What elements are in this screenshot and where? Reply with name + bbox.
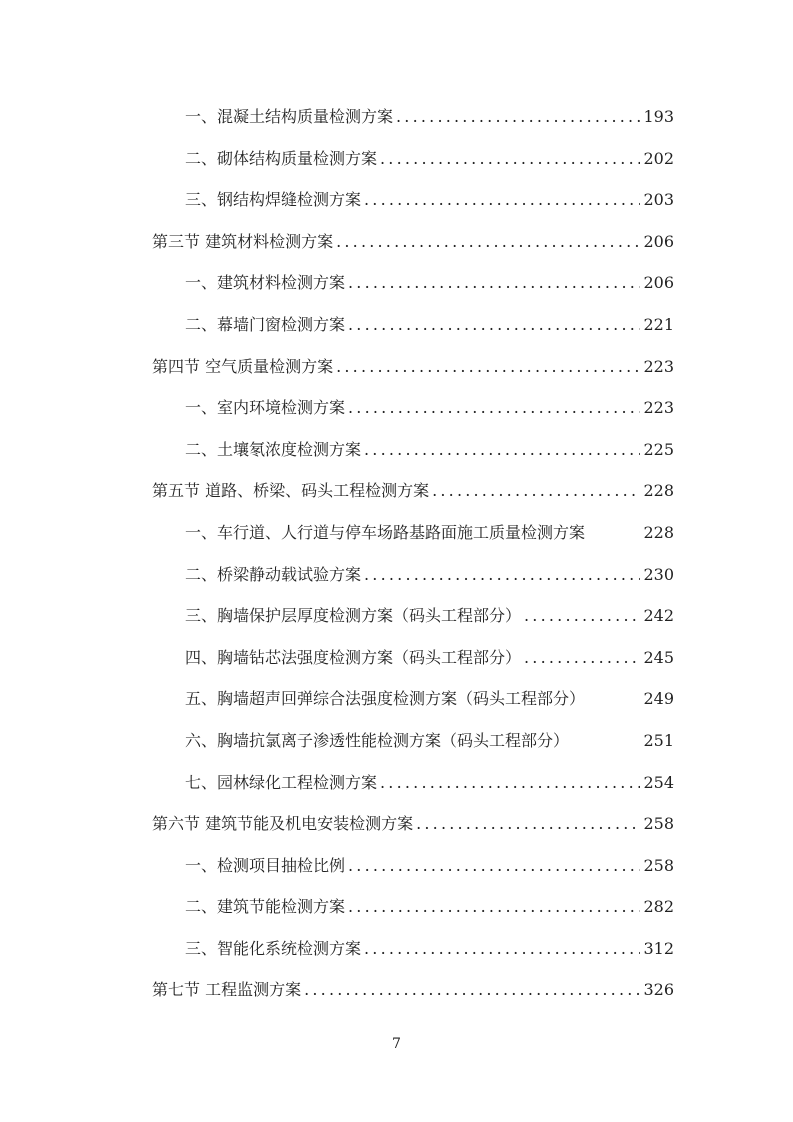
toc-entry-title: 七、园林绿化工程检测方案 — [185, 772, 378, 792]
table-of-contents — [152, 96, 674, 1011]
toc-entry-title: 六、胸墙抗氯离子渗透性能检测方案（码头工程部分） — [185, 730, 570, 750]
toc-entry-title: 二、建筑节能检测方案 — [185, 897, 346, 917]
toc-entry-page: 312 — [643, 938, 674, 958]
toc-subsection-entry[interactable] — [152, 928, 674, 970]
toc-entry-title: 二、桥梁静动载试验方案 — [185, 564, 362, 584]
toc-subsection-entry[interactable] — [152, 678, 674, 720]
toc-entry-title: 一、混凝土结构质量检测方案 — [185, 107, 394, 126]
toc-entry-page: 249 — [643, 689, 674, 709]
toc-entry-title: 一、检测项目抽检比例 — [185, 855, 346, 875]
toc-subsection-entry[interactable] — [152, 304, 674, 346]
dot-leader — [364, 554, 640, 596]
toc-section-entry[interactable] — [152, 969, 674, 1011]
dot-leader — [364, 179, 640, 221]
toc-subsection-entry[interactable] — [152, 262, 674, 304]
toc-entry-title: 第七节 工程监测方案 — [152, 980, 302, 1000]
toc-entry-title: 一、建筑材料检测方案 — [185, 273, 346, 293]
toc-entry-page: 326 — [643, 980, 674, 1000]
page-number: 7 — [392, 1036, 401, 1052]
toc-subsection-entry[interactable] — [152, 387, 674, 429]
toc-entry-title: 二、砌体结构质量检测方案 — [185, 148, 378, 168]
toc-entry-title: 二、幕墙门窗检测方案 — [185, 314, 346, 334]
toc-entry-title: 第五节 道路、桥梁、码头工程检测方案 — [152, 481, 430, 501]
toc-entry-page: 228 — [643, 522, 674, 542]
toc-subsection-entry[interactable] — [152, 96, 674, 138]
dot-leader — [364, 928, 640, 970]
toc-entry-page: 245 — [643, 647, 674, 667]
toc-section-entry[interactable] — [152, 221, 674, 263]
toc-entry-page: 206 — [643, 231, 674, 251]
dot-leader — [348, 262, 640, 304]
toc-subsection-entry[interactable] — [152, 554, 674, 596]
toc-entry-page: 230 — [643, 564, 674, 584]
dot-leader — [348, 845, 640, 887]
dot-leader — [380, 762, 640, 804]
dot-leader — [396, 96, 640, 138]
toc-entry-title: 一、室内环境检测方案 — [185, 398, 346, 418]
toc-subsection-entry[interactable] — [152, 179, 674, 221]
toc-subsection-entry[interactable] — [152, 512, 674, 554]
toc-entry-title: 第六节 建筑节能及机电安装检测方案 — [152, 814, 414, 834]
toc-entry-page: 242 — [643, 606, 674, 626]
toc-section-entry[interactable] — [152, 803, 674, 845]
toc-entry-page: 251 — [643, 730, 674, 750]
dot-leader — [432, 470, 640, 512]
toc-entry-title: 第四节 空气质量检测方案 — [152, 356, 334, 376]
toc-entry-page: 258 — [643, 814, 674, 834]
toc-entry-title: 四、胸墙钻芯法强度检测方案（码头工程部分） — [185, 647, 522, 667]
toc-entry-page: 223 — [643, 356, 674, 376]
toc-subsection-entry[interactable] — [152, 138, 674, 180]
dot-leader — [336, 346, 640, 388]
toc-section-entry[interactable] — [152, 470, 674, 512]
toc-entry-title: 三、钢结构焊缝检测方案 — [185, 190, 362, 210]
toc-subsection-entry[interactable] — [152, 637, 674, 679]
toc-entry-page: 282 — [643, 897, 674, 917]
toc-entry-page: 225 — [643, 439, 674, 459]
toc-subsection-entry[interactable] — [152, 720, 674, 762]
toc-subsection-entry[interactable] — [152, 886, 674, 928]
dot-leader — [336, 221, 640, 263]
toc-entry-title: 二、土壤氡浓度检测方案 — [185, 439, 362, 459]
dot-leader — [364, 429, 640, 471]
toc-entry-page: 206 — [643, 273, 674, 293]
dot-leader — [348, 886, 640, 928]
toc-entry-page: 258 — [643, 855, 674, 875]
toc-entry-title: 一、车行道、人行道与停车场路基路面施工质量检测方案 — [185, 522, 586, 542]
toc-entry-page: 223 — [643, 398, 674, 418]
dot-leader — [524, 637, 640, 679]
toc-subsection-entry[interactable] — [152, 429, 674, 471]
toc-entry-page: 193 — [643, 107, 674, 126]
dot-leader — [304, 969, 640, 1011]
dot-leader — [524, 595, 640, 637]
toc-entry-page: 254 — [643, 772, 674, 792]
toc-entry-page: 202 — [643, 148, 674, 168]
dot-leader — [416, 803, 640, 845]
dot-leader — [380, 138, 640, 180]
toc-subsection-entry[interactable] — [152, 845, 674, 887]
toc-entry-title: 第三节 建筑材料检测方案 — [152, 231, 334, 251]
toc-subsection-entry[interactable] — [152, 762, 674, 804]
toc-subsection-entry[interactable] — [152, 595, 674, 637]
dot-leader — [348, 387, 640, 429]
toc-entry-page: 203 — [643, 190, 674, 210]
toc-entry-title: 三、胸墙保护层厚度检测方案（码头工程部分） — [185, 606, 522, 626]
toc-entry-page: 228 — [643, 481, 674, 501]
toc-entry-page: 221 — [643, 314, 674, 334]
toc-entry-title: 五、胸墙超声回弹综合法强度检测方案（码头工程部分） — [185, 689, 586, 709]
toc-entry-title: 三、智能化系统检测方案 — [185, 938, 362, 958]
toc-section-entry[interactable] — [152, 346, 674, 388]
dot-leader — [348, 304, 640, 346]
